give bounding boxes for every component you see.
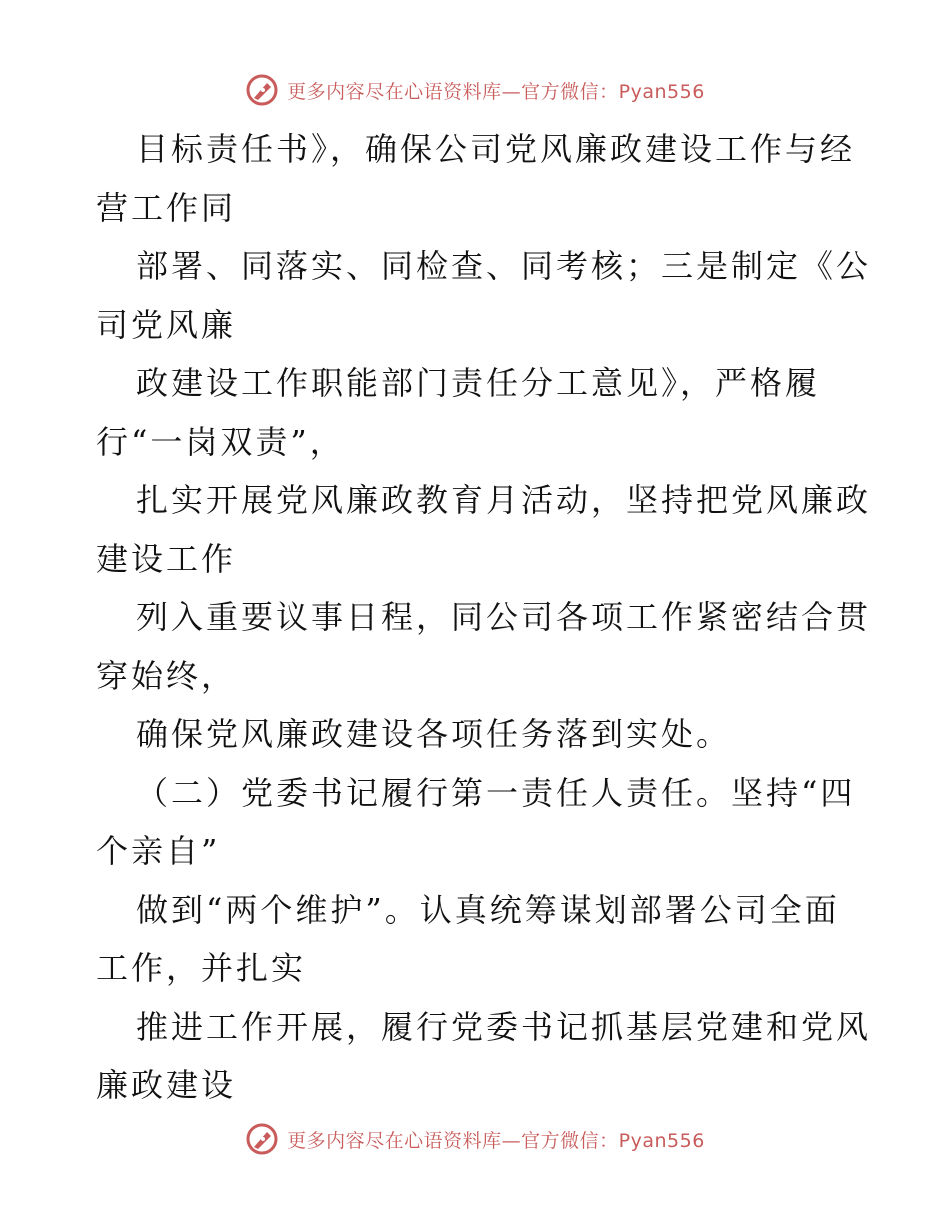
text-line: 穿始终， — [96, 656, 237, 695]
text-line: 列入重要议事日程，同公司各项工作紧密结合贯 — [136, 598, 872, 636]
text-line: 工作，并扎实 — [96, 949, 307, 987]
document-body — [96, 120, 872, 1115]
text-line: 行“一岗双责”， — [96, 422, 345, 461]
text-line: 政建设工作职能部门责任分工意见》，严格履 — [136, 364, 821, 402]
text-line: 做到“两个维护”。认真统筹谋划部署公司全面 — [136, 890, 840, 929]
text-line: （二）党委书记履行第一责任人责任。坚持“四 — [136, 773, 856, 812]
text-line: 营工作同 — [96, 188, 237, 227]
watermark-handle: Pyan556 — [618, 80, 705, 103]
pen-nib-logo-icon — [245, 1122, 279, 1156]
text-line: 确保党风廉政建设各项任务落到实处。 — [136, 715, 732, 753]
watermark-handle: Pyan556 — [618, 1129, 705, 1152]
text-line: 建设工作 — [96, 539, 237, 578]
watermark-text: 更多内容尽在心语资料库—官方微信：Pyan556 — [287, 80, 705, 103]
watermark-text: 更多内容尽在心语资料库—官方微信：Pyan556 — [287, 1129, 705, 1152]
footer-watermark-banner — [0, 1117, 950, 1161]
text-line: 个亲自” — [96, 832, 221, 870]
text-line: 推进工作开展，履行党委书记抓基层党建和党风 — [136, 1007, 872, 1046]
text-line: 扎实开展党风廉政教育月活动，坚持把党风廉政 — [136, 481, 872, 519]
header-watermark-banner — [0, 68, 950, 112]
pen-nib-logo-icon — [245, 73, 279, 107]
text-line: 部署、同落实、同检查、同考核；三是制定《公 — [136, 247, 872, 285]
text-line: 廉政建设 — [96, 1066, 237, 1104]
text-line: 司党风廉 — [96, 305, 237, 344]
text-line: 目标责任书》，确保公司党风廉政建设工作与经 — [136, 130, 856, 168]
